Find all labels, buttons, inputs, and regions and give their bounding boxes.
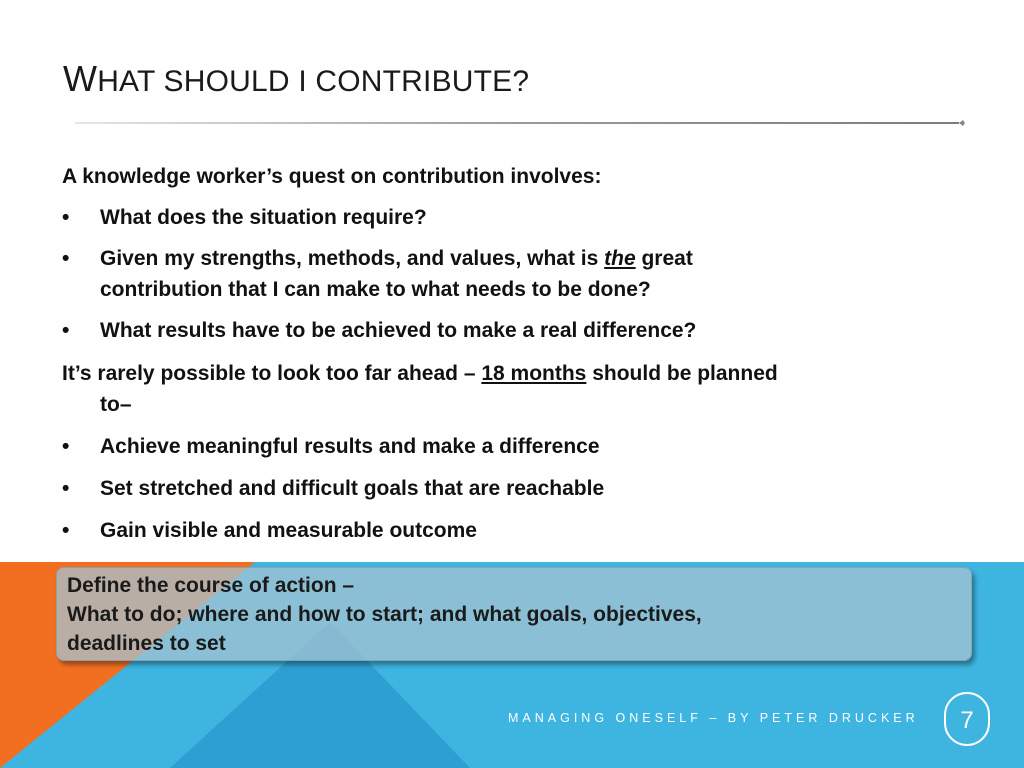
footer-text: MANAGING ONESELF – BY PETER DRUCKER bbox=[508, 711, 919, 725]
bullet-glyph: • bbox=[62, 519, 70, 542]
ahead-text-part: It’s rarely possible to look too far ahead – bbox=[62, 362, 482, 385]
title-initial: W bbox=[63, 58, 98, 99]
bullet-text: What does the situation require? bbox=[100, 206, 427, 229]
callout-line: Define the course of action – bbox=[67, 574, 355, 597]
bullet-glyph: • bbox=[62, 247, 70, 270]
callout-line: What to do; where and how to start; and what goals, objectives, bbox=[67, 603, 702, 626]
title-rest: HAT SHOULD I CONTRIBUTE? bbox=[97, 65, 530, 98]
callout-text bbox=[67, 571, 702, 658]
bullet-glyph: • bbox=[62, 477, 70, 500]
bullet-text-continued: contribution that I can make to what needs to be done? bbox=[100, 278, 651, 301]
bullet-text-part: great bbox=[635, 247, 693, 270]
bullet-glyph: • bbox=[62, 435, 70, 458]
callout-box bbox=[56, 567, 972, 661]
bullet-text bbox=[100, 247, 693, 271]
ahead-text bbox=[62, 362, 778, 386]
bullet-text: Achieve meaningful results and make a difference bbox=[100, 435, 600, 458]
intro-text: A knowledge worker’s quest on contribution involves: bbox=[62, 165, 602, 188]
bullet-text: Gain visible and measurable outcome bbox=[100, 519, 477, 542]
bullet-text: Set stretched and difficult goals that are reachable bbox=[100, 477, 605, 500]
callout-line: deadlines to set bbox=[67, 632, 226, 655]
page-title bbox=[63, 58, 529, 100]
page-number: 7 bbox=[944, 692, 990, 746]
bullet-text: What results have to be achieved to make a real difference? bbox=[100, 319, 697, 342]
emphasis-the: the bbox=[604, 247, 636, 270]
bullet-glyph: • bbox=[62, 206, 70, 229]
bullet-text-part: Given my strengths, methods, and values, what is bbox=[100, 247, 605, 270]
bullet-glyph: • bbox=[62, 319, 70, 342]
ahead-text-continued: to– bbox=[100, 393, 132, 416]
ahead-text-part: should be planned bbox=[586, 362, 778, 385]
title-divider bbox=[75, 120, 965, 126]
emphasis-18-months: 18 months bbox=[481, 362, 587, 385]
